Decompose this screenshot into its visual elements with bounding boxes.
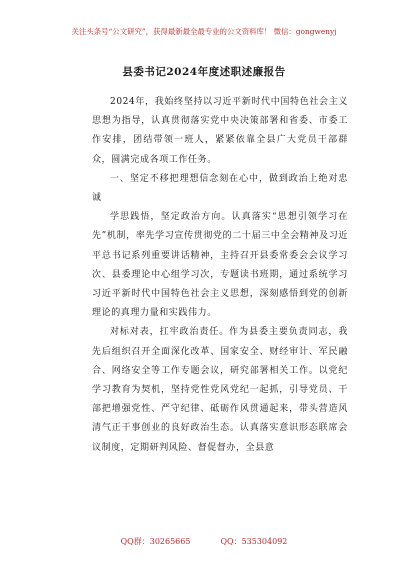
header-banner: 关注头条号“公文研究”，获得最新最全最专业的公文资料库！ 微信：gongwenyj — [71, 27, 337, 36]
paragraph-political-direction: 学思践悟，坚定政治方向。认真落实“思想引领学习在先”机制，率先学习宣传贯彻党的二十届三中全会精神及习近平总书记系列重要讲话精神，主持召开县委常委会会议学习次、县委理论中心组学习次，专题读书班期，通过系统学习习近平新时代中国特色社会主义思想，深刻感悟到党的创新理论的真理力量和实践伟力。 — [92, 212, 348, 319]
section-heading-1: 一、坚定不移把理想信念刻在心中，做到政治上绝对忠诚 — [92, 173, 348, 204]
paragraph-intro: 2024年，我始终坚持以习近平新时代中国特色社会主义思想为指导，认真贯彻落实党中央决策部署和省委、市委工作安排，团结带领一班人，紧紧依靠全县广大党员干部群众，圆满完成各项工作任务。 — [92, 97, 348, 165]
footer-qq-group: QQ群：30265665 — [120, 537, 191, 546]
document-body — [92, 93, 348, 458]
footer-contact — [0, 536, 408, 547]
paragraph-political-responsibility: 对标对表，扛牢政治责任。作为县委主要负责同志，我先后组织召开全面深化改革、国家安全、财经审计、军民融合、网络安全等工作专题会议，研究部署相关工作。以党纪学习教育为契机，坚持党性党风党纪一起抓，引导党员、干部把增强党性、严守纪律、砥砺作风贯通起来，带头营造风清气正干事创业的良好政治生态。认真落实意识形态联席会议制度，定期研判风险、督促督办，全县意 — [92, 327, 348, 453]
document-title: 县委书记2024年度述职述廉报告 — [122, 66, 286, 78]
footer-qq: QQ：535304092 — [220, 537, 288, 546]
